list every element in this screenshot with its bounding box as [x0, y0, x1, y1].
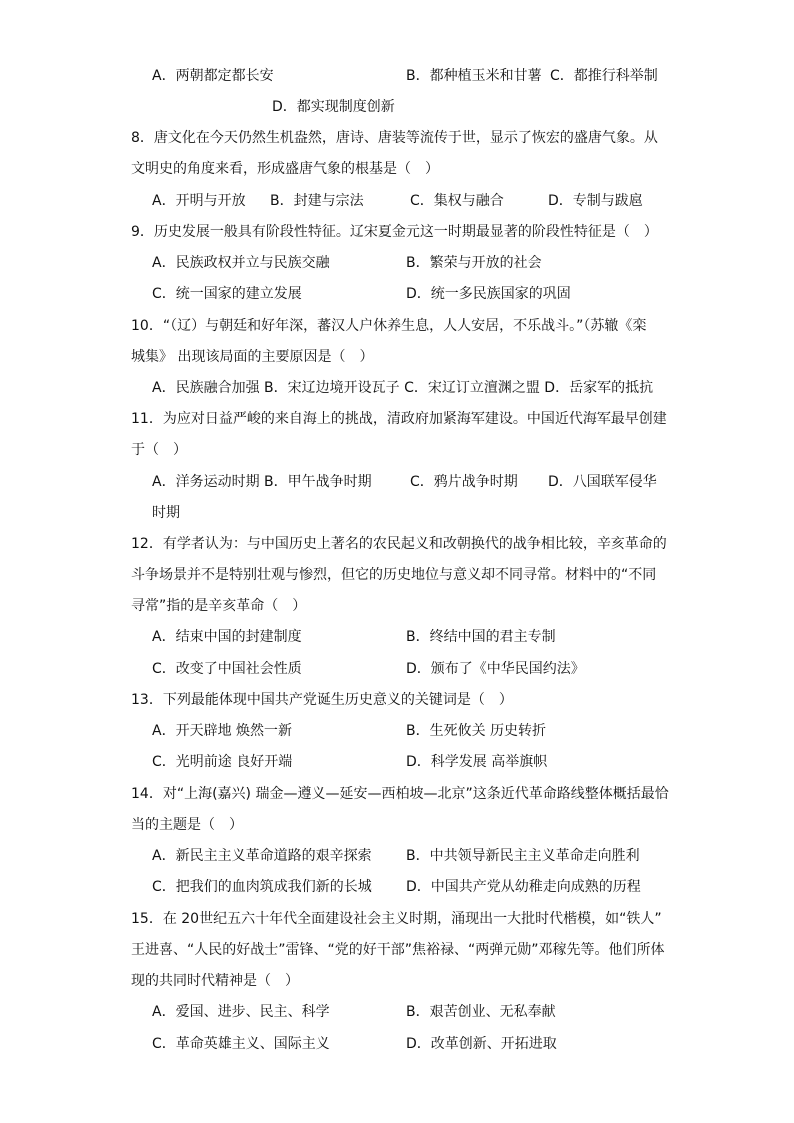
q15-stem-line3: 现的共同时代精神是（ ） [131, 973, 299, 989]
q14-option-c: C．把我们的血肉筑成我们新的长城 [152, 879, 372, 895]
q10-stem-line1: 10．“（辽）与朝廷和好年深，蕃汉人户休养生息，人人安居，不乐战斗。”（苏辙《栾 [131, 318, 647, 334]
q8-stem-line2: 文明史的角度来看，形成盛唐气象的根基是（ ） [131, 161, 439, 177]
q12-option-a: A．结束中国的封建制度 [152, 629, 302, 645]
q15-stem-line2: 王进喜、“人民的好战士”雷锋、“党的好干部”焦裕禄、“两弹元勋”邓稼先等。他们所体 [131, 942, 665, 958]
q12-option-c: C．改变了中国社会性质 [152, 661, 302, 677]
q8-stem-line1: 8．唐文化在今天仍然生机盎然，唐诗、唐装等流传于世，显示了恢宏的盛唐气象。从 [131, 130, 658, 146]
q15-option-d: D．改革创新、开拓进取 [406, 1036, 557, 1052]
q9-option-c: C．统一国家的建立发展 [152, 286, 302, 302]
q13-option-c: C．光明前途 良好开端 [152, 754, 293, 770]
q12-option-d: D．颁布了《中华民国约法》 [406, 661, 585, 677]
q10-stem-line2: 城集》 出现该局面的主要原因是（ ） [131, 349, 374, 365]
q15-option-c: C．革命英雄主义、国际主义 [152, 1036, 330, 1052]
q14-option-d: D．中国共产党从幼稚走向成熟的历程 [406, 879, 641, 895]
q12-stem-line1: 12．有学者认为：与中国历史上著名的农民起义和改朝换代的战争相比较，辛亥革命的 [131, 536, 667, 552]
q8-option-b: B．封建与宗法 [270, 193, 364, 209]
q13-option-b: B．生死攸关 历史转折 [406, 723, 547, 739]
q15-option-b: B．艰苦创业、无私奉献 [406, 1004, 556, 1020]
q7-option-b: B．都种植玉米和甘薯 [406, 68, 542, 84]
q7-option-a: A．两朝都定都长安 [152, 68, 274, 84]
q9-stem: 9．历史发展一般具有阶段性特征。辽宋夏金元这一时期最显著的阶段性特征是（ ） [131, 224, 658, 240]
q9-option-a: A．民族政权并立与民族交融 [152, 255, 330, 271]
q11-stem-line1: 11．为应对日益严峻的来自海上的挑战，清政府加紧海军建设。中国近代海军最早创建 [131, 411, 667, 427]
q11-option-d: D．八国联军侵华 [548, 474, 657, 490]
q12-stem-line3: 寻常”指的是辛亥革命（ ） [131, 598, 307, 614]
q8-option-a: A．开明与开放 [152, 193, 246, 209]
q13-option-d: D．科学发展 高举旗帜 [406, 754, 548, 770]
q13-option-a: A．开天辟地 焕然一新 [152, 723, 293, 739]
q9-option-b: B．繁荣与开放的社会 [406, 255, 542, 271]
q12-option-b: B．终结中国的君主专制 [406, 629, 556, 645]
q15-option-a: A．爱国、进步、民主、科学 [152, 1004, 330, 1020]
q15-stem-line1: 15．在 20世纪五六十年代全面建设社会主义时期，涌现出一大批时代楷模，如“铁人” [131, 911, 662, 927]
q7-option-d: D．都实现制度创新 [272, 99, 395, 115]
q8-option-d: D．专制与跋扈 [548, 193, 643, 209]
q14-option-b: B．中共领导新民主主义革命走向胜利 [406, 848, 640, 864]
q11-option-d-cont: 时期 [152, 505, 180, 521]
q9-option-d: D．统一多民族国家的巩固 [406, 286, 571, 302]
q14-option-a: A．新民主主义革命道路的艰辛探索 [152, 848, 372, 864]
q11-option-ab: A．洋务运动时期 B．甲午战争时期 [152, 474, 372, 490]
q12-stem-line2: 斗争场景并不是特别壮观与惨烈，但它的历史地位与意义却不同寻常。材料中的“不同 [131, 567, 657, 583]
q14-stem-line2: 当的主题是（ ） [131, 817, 243, 833]
q8-option-c: C．集权与融合 [410, 193, 504, 209]
q10-options: A．民族融合加强 B．宋辽边境开设瓦子 C．宋辽订立澶渊之盟 D．岳家军的抵抗 [152, 380, 654, 396]
q11-stem-line2: 于（ ） [131, 442, 187, 458]
q13-stem: 13．下列最能体现中国共产党诞生历史意义的关键词是（ ） [131, 692, 513, 708]
q7-option-c: C．都推行科举制 [550, 68, 658, 84]
q14-stem-line1: 14．对“上海(嘉兴) 瑞金—遵义—延安—西柏坡—北京”这条近代革命路线整体概括最恰 [131, 786, 669, 802]
q11-option-c: C．鸦片战争时期 [410, 474, 518, 490]
